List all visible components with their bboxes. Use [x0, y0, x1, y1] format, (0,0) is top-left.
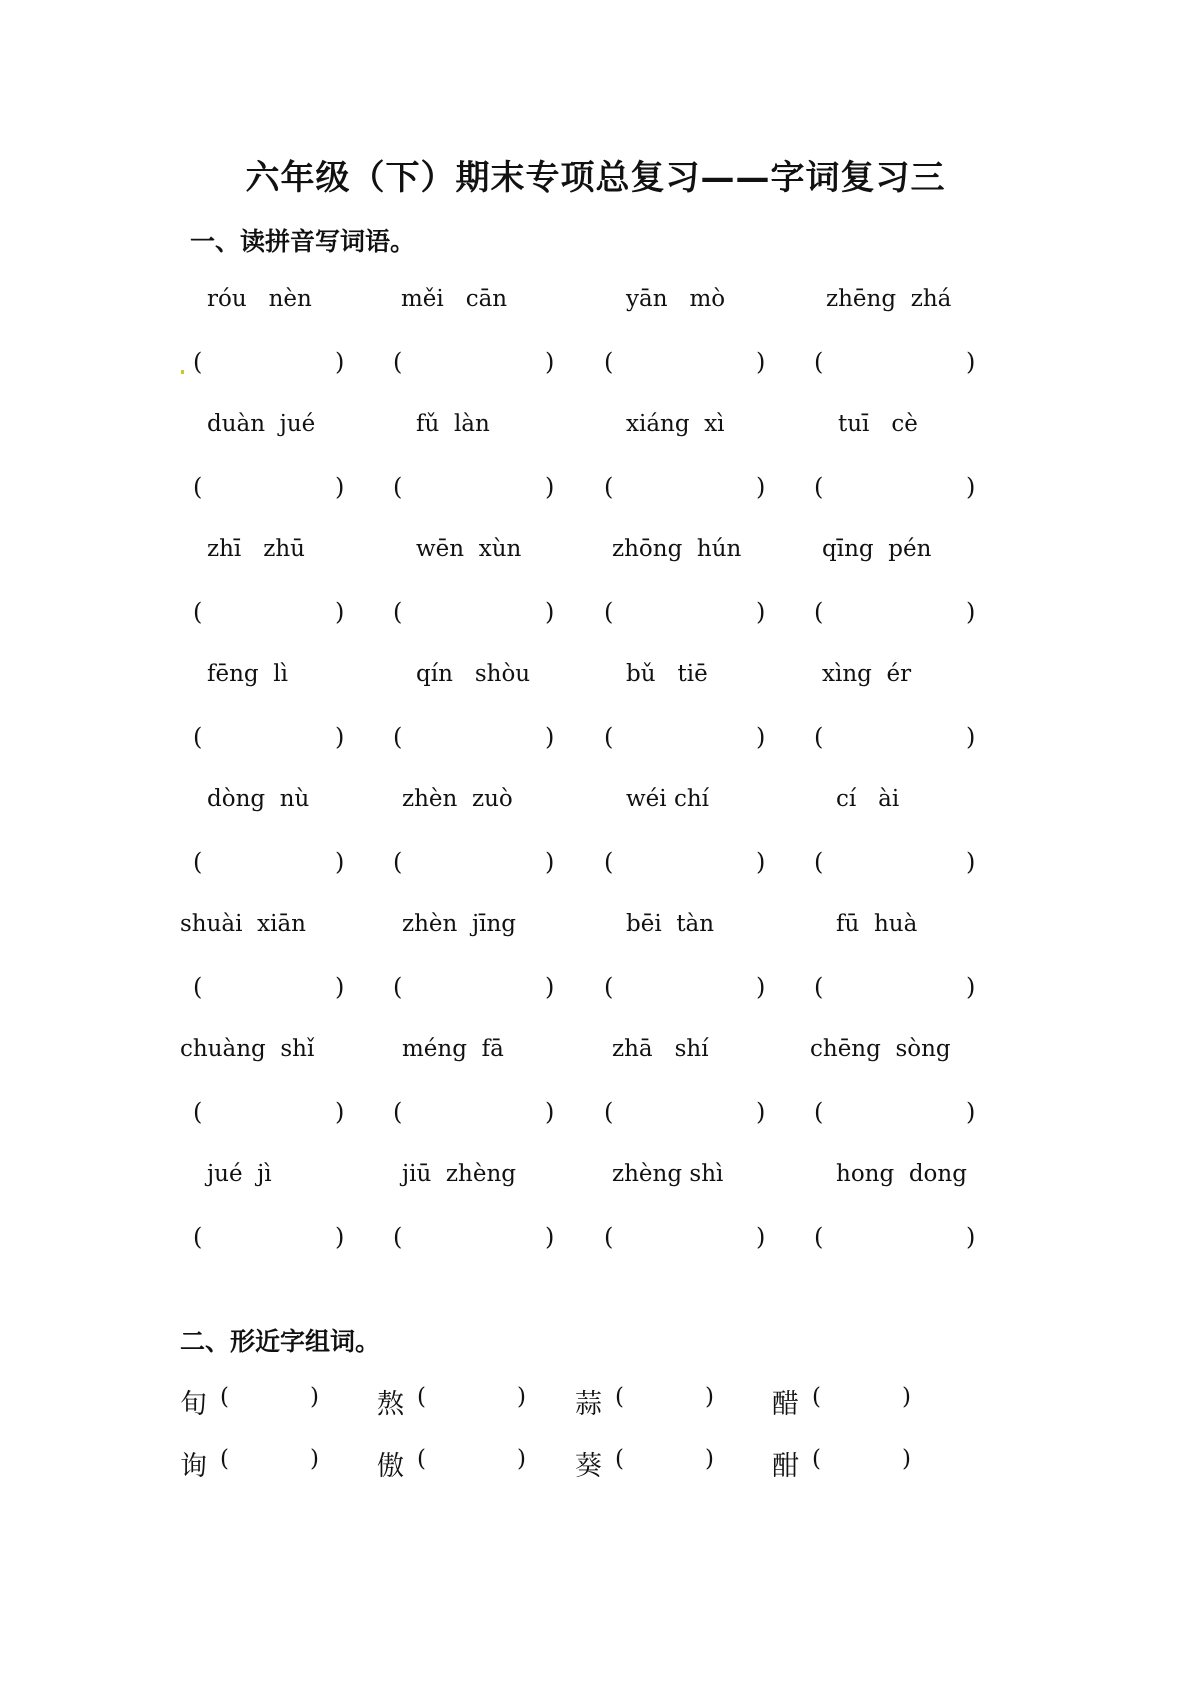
- pinyin-word: méng fā: [402, 1036, 504, 1062]
- answer-blank[interactable]: [814, 598, 980, 632]
- close-paren: ): [335, 848, 345, 876]
- pinyin-word: zhèn jīng: [402, 911, 517, 937]
- close-paren: ): [335, 1098, 345, 1126]
- close-paren: ): [756, 598, 766, 626]
- close-paren: ): [310, 1384, 319, 1410]
- answer-blank[interactable]: [604, 1223, 770, 1257]
- pinyin-row: [0, 1036, 1191, 1076]
- close-paren: ): [705, 1446, 714, 1472]
- character: 酣: [772, 1451, 799, 1482]
- open-paren: (: [393, 1098, 403, 1126]
- pinyin-word: bēi tàn: [626, 911, 715, 937]
- open-paren: (: [604, 848, 614, 876]
- open-paren: (: [814, 1098, 824, 1126]
- similar-char-item[interactable]: [180, 1382, 350, 1422]
- open-paren: (: [814, 348, 824, 376]
- character: 傲: [377, 1451, 404, 1482]
- open-paren: (: [417, 1384, 426, 1410]
- answer-blank[interactable]: [604, 973, 770, 1007]
- open-paren: (: [393, 848, 403, 876]
- close-paren: ): [756, 973, 766, 1001]
- answer-blank[interactable]: [604, 1098, 770, 1132]
- answer-row: [0, 848, 1191, 888]
- pinyin-word: fēng lì: [207, 661, 288, 687]
- answer-row: [0, 1098, 1191, 1138]
- character: 蒜: [575, 1389, 602, 1420]
- close-paren: ): [966, 598, 976, 626]
- pinyin-word: zhēng zhá: [826, 286, 952, 312]
- open-paren: (: [814, 973, 824, 1001]
- answer-blank[interactable]: [393, 973, 559, 1007]
- open-paren: (: [193, 598, 203, 626]
- close-paren: ): [756, 348, 766, 376]
- answer-blank[interactable]: [814, 1098, 980, 1132]
- character: 熬: [377, 1389, 404, 1420]
- open-paren: (: [393, 1223, 403, 1251]
- open-paren: (: [812, 1446, 821, 1472]
- pinyin-word: jiū zhèng: [402, 1161, 517, 1187]
- answer-blank[interactable]: [193, 848, 349, 882]
- answer-blank[interactable]: [604, 473, 770, 507]
- close-paren: ): [545, 723, 555, 751]
- close-paren: ): [545, 598, 555, 626]
- answer-blank[interactable]: [814, 1223, 980, 1257]
- open-paren: (: [393, 348, 403, 376]
- pinyin-word: bǔ tiē: [626, 661, 708, 687]
- close-paren: ): [517, 1446, 526, 1472]
- answer-blank[interactable]: [393, 1223, 559, 1257]
- pinyin-word: chuàng shǐ: [180, 1036, 315, 1062]
- open-paren: (: [814, 473, 824, 501]
- answer-blank[interactable]: [393, 348, 559, 382]
- close-paren: ): [335, 723, 345, 751]
- open-paren: (: [604, 973, 614, 1001]
- answer-row: [0, 348, 1191, 388]
- character: 旬: [180, 1389, 207, 1420]
- close-paren: ): [545, 1098, 555, 1126]
- close-paren: ): [545, 973, 555, 1001]
- character: 询: [180, 1451, 207, 1482]
- similar-char-item[interactable]: [772, 1444, 942, 1484]
- pinyin-word: jué jì: [207, 1161, 272, 1187]
- close-paren: ): [335, 973, 345, 1001]
- similar-char-item[interactable]: [575, 1382, 745, 1422]
- pinyin-word: hong dong: [836, 1161, 967, 1187]
- close-paren: ): [966, 1098, 976, 1126]
- answer-blank[interactable]: [193, 348, 349, 382]
- pinyin-word: qín shòu: [416, 661, 531, 687]
- open-paren: (: [393, 723, 403, 751]
- pinyin-word: dòng nù: [207, 786, 310, 812]
- open-paren: (: [604, 598, 614, 626]
- answer-blank[interactable]: [393, 723, 559, 757]
- pinyin-word: zhèng shì: [612, 1161, 724, 1187]
- pinyin-word: yān mò: [626, 286, 726, 312]
- similar-char-item[interactable]: [377, 1382, 547, 1422]
- open-paren: (: [220, 1446, 229, 1472]
- pinyin-row: [0, 786, 1191, 826]
- answer-blank[interactable]: [393, 473, 559, 507]
- open-paren: (: [393, 473, 403, 501]
- close-paren: ): [545, 473, 555, 501]
- close-paren: ): [545, 848, 555, 876]
- similar-char-row: [0, 1444, 1191, 1484]
- pinyin-row: [0, 411, 1191, 451]
- answer-blank[interactable]: [814, 473, 980, 507]
- character: 醋: [772, 1389, 799, 1420]
- answer-blank[interactable]: [193, 1098, 349, 1132]
- open-paren: (: [615, 1446, 624, 1472]
- open-paren: (: [193, 1098, 203, 1126]
- pinyin-word: zhōng hún: [612, 536, 742, 562]
- section1-heading: 一、读拼音写词语。: [190, 227, 416, 256]
- open-paren: (: [615, 1384, 624, 1410]
- pinyin-row: [0, 1161, 1191, 1201]
- pinyin-word: shuài xiān: [180, 911, 306, 937]
- open-paren: (: [604, 473, 614, 501]
- answer-blank[interactable]: [393, 1098, 559, 1132]
- close-paren: ): [545, 1223, 555, 1251]
- pinyin-word: tuī cè: [838, 411, 918, 437]
- open-paren: (: [814, 723, 824, 751]
- close-paren: ): [335, 598, 345, 626]
- pinyin-word: zhā shí: [612, 1036, 709, 1062]
- pinyin-word: qīng pén: [822, 536, 932, 562]
- pinyin-row: [0, 536, 1191, 576]
- close-paren: ): [335, 348, 345, 376]
- pinyin-word: fǔ làn: [416, 411, 490, 437]
- pinyin-word: duàn jué: [207, 411, 316, 437]
- pinyin-word: wéi chí: [626, 786, 710, 812]
- answer-blank[interactable]: [604, 598, 770, 632]
- answer-blank[interactable]: [193, 973, 349, 1007]
- section2-heading: 二、形近字组词。: [180, 1327, 381, 1356]
- answer-blank[interactable]: [814, 973, 980, 1007]
- answer-row: [0, 723, 1191, 763]
- answer-blank[interactable]: [393, 848, 559, 882]
- pinyin-word: wēn xùn: [416, 536, 522, 562]
- open-paren: (: [604, 1098, 614, 1126]
- answer-blank[interactable]: [193, 473, 349, 507]
- answer-row: [0, 473, 1191, 513]
- pinyin-word: xìng ér: [822, 661, 912, 687]
- close-paren: ): [756, 1223, 766, 1251]
- close-paren: ): [756, 1098, 766, 1126]
- answer-blank[interactable]: [814, 723, 980, 757]
- open-paren: (: [604, 1223, 614, 1251]
- pinyin-word: cí ài: [836, 786, 900, 812]
- close-paren: ): [335, 473, 345, 501]
- open-paren: (: [393, 973, 403, 1001]
- open-paren: (: [814, 1223, 824, 1251]
- answer-row: [0, 973, 1191, 1013]
- similar-char-item[interactable]: [575, 1444, 745, 1484]
- pinyin-word: xiáng xì: [626, 411, 725, 437]
- open-paren: (: [193, 973, 203, 1001]
- close-paren: ): [517, 1384, 526, 1410]
- answer-blank[interactable]: [193, 723, 349, 757]
- similar-char-item[interactable]: [377, 1444, 547, 1484]
- open-paren: (: [193, 848, 203, 876]
- similar-char-item[interactable]: [180, 1444, 350, 1484]
- close-paren: ): [545, 348, 555, 376]
- close-paren: ): [966, 973, 976, 1001]
- open-paren: (: [604, 348, 614, 376]
- answer-blank[interactable]: [193, 598, 349, 632]
- open-paren: (: [604, 723, 614, 751]
- pinyin-word: měi cān: [401, 286, 508, 312]
- answer-blank[interactable]: [814, 348, 980, 382]
- open-paren: (: [193, 723, 203, 751]
- close-paren: ): [310, 1446, 319, 1472]
- open-paren: (: [193, 1223, 203, 1251]
- close-paren: ): [902, 1384, 911, 1410]
- close-paren: ): [756, 848, 766, 876]
- close-paren: ): [335, 1223, 345, 1251]
- pinyin-word: róu nèn: [207, 286, 312, 312]
- close-paren: ): [756, 473, 766, 501]
- close-paren: ): [966, 723, 976, 751]
- close-paren: ): [966, 348, 976, 376]
- similar-char-row: [0, 1382, 1191, 1422]
- pinyin-word: fū huà: [836, 911, 918, 937]
- open-paren: (: [417, 1446, 426, 1472]
- answer-blank[interactable]: [193, 1223, 349, 1257]
- answer-blank[interactable]: [604, 348, 770, 382]
- open-paren: (: [193, 473, 203, 501]
- scan-artifact: [181, 370, 184, 374]
- pinyin-word: zhèn zuò: [402, 786, 513, 812]
- answer-blank[interactable]: [604, 723, 770, 757]
- close-paren: ): [902, 1446, 911, 1472]
- character: 葵: [575, 1451, 602, 1482]
- open-paren: (: [814, 598, 824, 626]
- pinyin-word: zhī zhū: [207, 536, 305, 562]
- answer-blank[interactable]: [393, 598, 559, 632]
- close-paren: ): [966, 848, 976, 876]
- answer-row: [0, 1223, 1191, 1263]
- answer-blank[interactable]: [814, 848, 980, 882]
- open-paren: (: [193, 348, 203, 376]
- answer-row: [0, 598, 1191, 638]
- close-paren: ): [966, 473, 976, 501]
- pinyin-row: [0, 911, 1191, 951]
- answer-blank[interactable]: [604, 848, 770, 882]
- open-paren: (: [812, 1384, 821, 1410]
- document-title: 六年级（下）期末专项总复习——字词复习三: [245, 158, 946, 198]
- similar-char-item[interactable]: [772, 1382, 942, 1422]
- pinyin-row: [0, 286, 1191, 326]
- open-paren: (: [814, 848, 824, 876]
- close-paren: ): [966, 1223, 976, 1251]
- close-paren: ): [756, 723, 766, 751]
- pinyin-row: [0, 661, 1191, 701]
- open-paren: (: [393, 598, 403, 626]
- close-paren: ): [705, 1384, 714, 1410]
- pinyin-word: chēng sòng: [810, 1036, 951, 1062]
- open-paren: (: [220, 1384, 229, 1410]
